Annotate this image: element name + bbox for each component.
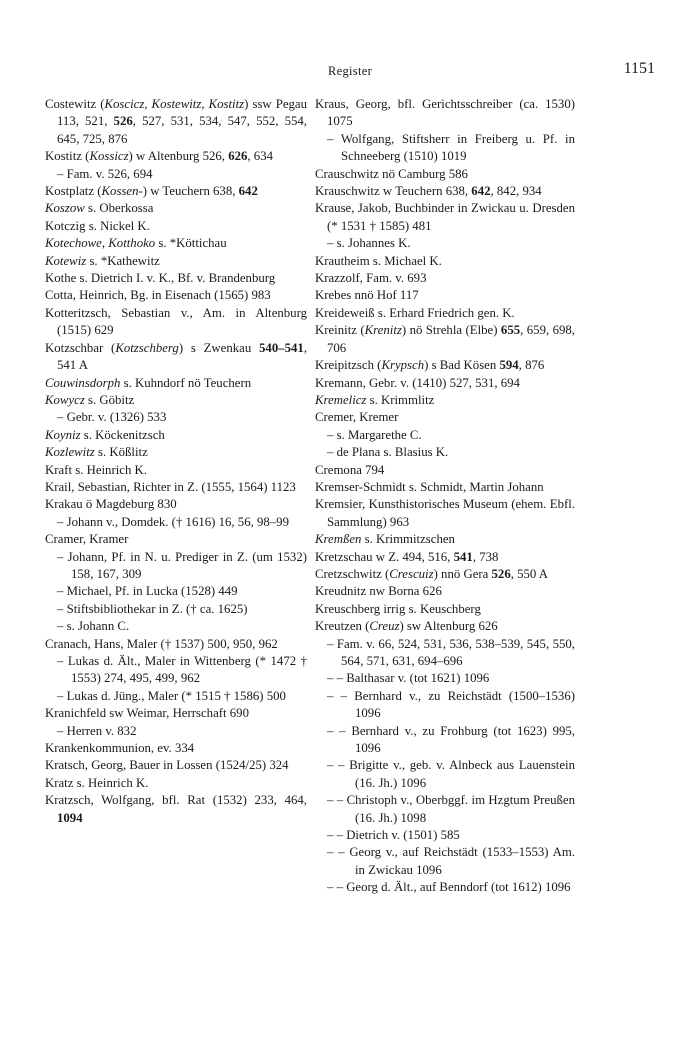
index-entry-text: – Johann v., Domdek. († 1616) 16, 56, 98–99 <box>57 514 289 529</box>
index-entry <box>315 636 575 671</box>
index-entry-text: 642 <box>471 184 491 199</box>
index-entry <box>315 305 575 322</box>
index-entry <box>315 392 575 409</box>
index-entry-text: – s. Johannes K. <box>327 236 411 251</box>
index-entry-text: Kotteritzsch, Sebastian v., Am. in Altenburg (1515) 629 <box>45 305 307 338</box>
index-entry-text: Kratsch, Georg, Bauer in Lossen (1524/25) 324 <box>45 758 289 773</box>
index-entry-text: Kraus, Georg, bfl. Gerichtsschreiber (ca. 1530) 1075 <box>315 97 575 129</box>
index-entry-text: 655 <box>500 323 521 338</box>
index-entry-text: s. *Köttichau <box>155 236 227 251</box>
index-entry <box>45 740 307 757</box>
index-entry-text: Koszow <box>45 201 85 216</box>
index-entry <box>315 549 575 566</box>
index-entry-text: Krebes nnö Hof 117 <box>315 288 419 303</box>
index-entry-text: Kreinitz ( <box>315 323 365 338</box>
index-entry-text: 1094 <box>57 810 83 825</box>
index-entry-text: Kothe s. Dietrich I. v. K., Bf. v. Brandenburg <box>45 271 276 286</box>
index-entry-text: – Gebr. v. (1326) 533 <box>57 410 167 425</box>
index-entry-text: – Lukas d. Jüng., Maler (* 1515 † 1586) 500 <box>57 688 286 703</box>
index-entry-text: 594 <box>499 358 519 373</box>
index-entry <box>315 827 575 844</box>
index-entry <box>315 566 575 583</box>
index-entry-text: Cotta, Heinrich, Bg. in Eisenach (1565) 983 <box>45 288 271 303</box>
index-entry-text: Kotechowe, Kotthoko <box>45 236 156 251</box>
index-entry <box>45 200 307 217</box>
page-header <box>45 60 655 84</box>
index-entry-text: ) s Zwenkau <box>178 340 260 355</box>
index-entry-text: 526 <box>113 114 133 129</box>
index-entry <box>315 409 575 426</box>
index-entry-text: Kotewiz <box>45 253 87 268</box>
index-entry <box>45 636 307 653</box>
index-entry <box>45 409 307 426</box>
index-entry-text: Krankenkommunion, ev. 334 <box>45 741 195 756</box>
index-entry <box>315 287 575 304</box>
index-entry <box>45 653 307 688</box>
index-entry-text: – – Bernhard v., zu Reichstädt (1500–1536) 1096 <box>327 688 575 721</box>
index-entry <box>45 183 307 200</box>
index-entry <box>315 496 575 531</box>
index-entry <box>315 792 575 827</box>
index-entry-text: 540–541 <box>259 340 304 355</box>
index-entry <box>315 844 575 879</box>
index-entry-text: Kremelicz <box>315 392 367 407</box>
index-entry <box>45 340 307 375</box>
index-entry <box>45 166 307 183</box>
index-entry <box>45 392 307 409</box>
index-entry <box>315 357 575 374</box>
index-entry-text: s. Krimmitzschen <box>361 532 455 547</box>
index-entry <box>45 235 307 252</box>
index-entry <box>45 444 307 461</box>
index-entry-text: – – Georg v., auf Reichstädt (1533–1553) Am. in Zwickau 1096 <box>327 845 575 877</box>
index-entry-text: – Stiftsbibliothekar in Z. († ca. 1625) <box>57 601 248 616</box>
index-entry <box>315 879 575 896</box>
index-entry-text: Kreudnitz nw Borna 626 <box>315 584 442 599</box>
index-entry <box>315 270 575 287</box>
index-entry-text: 626 <box>228 149 248 164</box>
index-entry-text: Kremsier, Kunsthistorisches Museum (ehem. Ebfl. Sammlung) 963 <box>315 497 575 529</box>
index-entry-text: , 842, 934 <box>490 184 542 199</box>
index-entry-text: – s. Johann C. <box>57 619 130 634</box>
index-entry-text: s. Krimmlitz <box>366 392 435 407</box>
index-entry-text: Kotczig s. Nickel K. <box>45 218 150 233</box>
index-entry <box>315 757 575 792</box>
index-entry <box>315 583 575 600</box>
index-entry <box>315 688 575 723</box>
index-entry-text: 642 <box>238 184 258 199</box>
index-entry <box>45 549 307 584</box>
index-entry-text: – Herren v. 832 <box>57 723 137 738</box>
index-entry <box>45 618 307 635</box>
index-entry-text: Kostplatz ( <box>45 184 102 199</box>
index-entry-text: Crescuiz <box>389 566 434 581</box>
index-entry-text: 526 <box>491 566 511 581</box>
index-entry-text: ) sw Altenburg 626 <box>399 619 498 634</box>
index-entry <box>45 253 307 270</box>
index-entry-text: Cretzschwitz ( <box>315 566 390 581</box>
index-entry-text: s. Kößlitz <box>94 445 148 460</box>
index-entry-text: ) nnö Gera <box>433 566 492 581</box>
index-entry <box>45 496 307 513</box>
index-entry-text: – – Christoph v., Oberbggf. im Hzgtum Preußen (16. Jh.) 1098 <box>327 793 575 825</box>
index-entry-text: s. *Kathewitz <box>86 253 160 268</box>
index-entry-text: Kretzschau w Z. 494, 516, <box>315 549 454 564</box>
index-entry <box>45 218 307 235</box>
index-entry <box>315 462 575 479</box>
index-entry-text: ) ssw Pegau 113, 521, <box>57 97 307 129</box>
index-entry <box>45 705 307 722</box>
index-entry-text: Kreuschberg irrig s. Keuschberg <box>315 601 481 616</box>
index-entry-text: ) w Altenburg 526, <box>128 149 229 164</box>
index-entry-text: – – Brigitte v., geb. v. Alnbeck aus Lauenstein (16. Jh.) 1096 <box>327 758 575 790</box>
index-entry-text: , 738 <box>472 549 499 564</box>
index-entry <box>315 166 575 183</box>
index-entry-text: Koyniz <box>45 427 81 442</box>
index-entry-text: s. Kuhndorf nö Teuchern <box>120 375 252 390</box>
index-entry-text: Kraft s. Heinrich K. <box>45 462 147 477</box>
index-entry-text: Kreutzen ( <box>315 619 370 634</box>
index-entry <box>315 235 575 252</box>
index-entry-text: – – Dietrich v. (1501) 585 <box>327 828 460 843</box>
index-entry-text: – – Balthasar v. (tot 1621) 1096 <box>327 671 490 686</box>
index-entry-text: 541 <box>453 549 473 564</box>
index-entry <box>315 131 575 166</box>
index-column-right <box>315 96 575 897</box>
index-entry-text: Kreipitzsch ( <box>315 358 382 373</box>
index-entry-text: – s. Margarethe C. <box>327 427 422 442</box>
index-entry-text: Krazzolf, Fam. v. 693 <box>315 271 427 286</box>
index-entry-text: Kremser-Schmidt s. Schmidt, Martin Johann <box>315 479 544 494</box>
index-entry-text: Krauschwitz w Teuchern 638, <box>315 184 472 199</box>
index-entry-text: Krypsch <box>381 358 425 373</box>
index-entry-text: , 634 <box>247 149 273 164</box>
index-entry <box>45 688 307 705</box>
index-entry <box>315 479 575 496</box>
index-entry-text: Cremer, Kremer <box>315 410 399 425</box>
index-entry-text: Cramer, Kramer <box>45 532 129 547</box>
index-entry-text: Crauschwitz nö Camburg 586 <box>315 166 468 181</box>
index-entry <box>45 375 307 392</box>
index-entry <box>45 583 307 600</box>
index-entry <box>45 723 307 740</box>
index-entry-text: Kreideweiß s. Erhard Friedrich gen. K. <box>315 305 515 320</box>
index-entry-text: , 659, 698, 706 <box>327 323 576 355</box>
index-entry-text: Krause, Jakob, Buchbinder in Zwickau u. Dresden (* 1531 † 1585) 481 <box>315 201 575 233</box>
index-entry <box>45 270 307 287</box>
index-entry-text: s. Oberkossa <box>84 201 154 216</box>
index-entry <box>315 723 575 758</box>
running-title: Register <box>327 64 373 78</box>
index-entry <box>315 601 575 618</box>
index-entry-text: Kremann, Gebr. v. (1410) 527, 531, 694 <box>315 375 520 390</box>
index-entry-text: – Wolfgang, Stiftsherr in Freiberg u. Pf. in Schneeberg (1510) 1019 <box>327 131 575 164</box>
index-entry <box>315 322 575 357</box>
index-entry-text: – Johann, Pf. in N. u. Prediger in Z. (um 1532) 158, 167, 309 <box>57 549 307 581</box>
index-entry-text: Koscicz, Kostewitz, Kostitz <box>104 97 245 111</box>
index-entry-text: ) w Teuchern 638, <box>142 184 239 199</box>
index-entry <box>45 462 307 479</box>
index-entry <box>45 792 307 827</box>
index-entry <box>45 757 307 774</box>
index-column-left <box>45 96 307 827</box>
index-entry <box>45 514 307 531</box>
index-entry <box>45 96 307 148</box>
index-entry-text: – – Georg d. Ält., auf Benndorf (tot 1612) 1096 <box>327 880 571 895</box>
index-entry-text: ) nö Strehla (Elbe) <box>401 323 501 338</box>
index-entry-text: – Lukas d. Ält., Maler in Wittenberg (* 1472 † 1553) 274, 495, 499, 962 <box>57 654 307 686</box>
index-entry <box>315 200 575 235</box>
index-entry-text: Kranichfeld sw Weimar, Herrschaft 690 <box>45 706 249 721</box>
index-entry-text: Couwinsdorph <box>45 375 121 390</box>
index-entry <box>45 775 307 792</box>
index-entry-text: Creuz <box>369 619 400 634</box>
index-entry <box>315 96 575 131</box>
index-entry <box>45 479 307 496</box>
index-entry-text: Cremona 794 <box>315 462 385 477</box>
index-entry <box>315 670 575 687</box>
index-entry <box>45 601 307 618</box>
index-entry-text: Kowycz <box>45 392 85 407</box>
index-entry-text: Krautheim s. Michael K. <box>315 253 442 268</box>
index-entry-text: Krakau ö Magdeburg 830 <box>45 497 177 512</box>
index-entry <box>315 531 575 548</box>
index-entry <box>315 427 575 444</box>
index-entry-text: – Fam. v. 526, 694 <box>57 166 153 181</box>
index-entry <box>45 427 307 444</box>
index-entry-text: Kostitz ( <box>45 149 90 164</box>
index-entry-text: Costewitz ( <box>45 97 105 111</box>
index-entry-text: s. Köckenitzsch <box>80 427 165 442</box>
index-entry-text: ) s Bad Kösen <box>424 358 500 373</box>
index-entry <box>45 531 307 548</box>
index-entry-text: , 541 A <box>57 340 308 373</box>
index-entry-text: Kratz s. Heinrich K. <box>45 775 149 790</box>
index-entry-text: Cranach, Hans, Maler († 1537) 500, 950, 962 <box>45 636 278 651</box>
index-entry <box>315 618 575 635</box>
index-entry <box>45 287 307 304</box>
index-entry <box>45 305 307 340</box>
index-entry <box>315 375 575 392</box>
index-entry-text: Kossicz <box>89 149 129 164</box>
index-entry-text: Kremßen <box>315 532 362 547</box>
index-entry-text: – Michael, Pf. in Lucka (1528) 449 <box>57 584 238 599</box>
index-entry <box>45 148 307 165</box>
index-entry-text: Kotzschbar ( <box>45 340 116 355</box>
index-entry-text: , 550 A <box>510 566 549 581</box>
index-entry-text: Kotzschberg <box>115 340 179 355</box>
index-entry <box>315 253 575 270</box>
index-entry-text: Krail, Sebastian, Richter in Z. (1555, 1564) 1123 <box>45 479 296 494</box>
index-entry <box>315 444 575 461</box>
index-entry-text: Krenitz <box>364 323 402 338</box>
index-entry-text: – – Bernhard v., zu Frohburg (tot 1623) 995, 1096 <box>327 723 575 756</box>
index-entry-text: – Fam. v. 66, 524, 531, 536, 538–539, 545, 550, 564, 571, 631, 694–696 <box>327 636 575 668</box>
index-entry-text: , 876 <box>518 358 545 373</box>
index-entry-text: Kossen- <box>101 184 143 199</box>
index-entry-text: , 527, 531, 534, 547, 552, 554, 645, 725, 876 <box>57 114 307 146</box>
index-entry <box>315 183 575 200</box>
page-number: 1151 <box>623 60 655 77</box>
index-entry-text: s. Göbitz <box>84 392 135 407</box>
index-entry-text: Kozlewitz <box>45 445 95 460</box>
index-entry-text: – de Plana s. Blasius K. <box>327 445 449 460</box>
index-entry-text: Kratzsch, Wolfgang, bfl. Rat (1532) 233, 464, <box>45 793 307 808</box>
